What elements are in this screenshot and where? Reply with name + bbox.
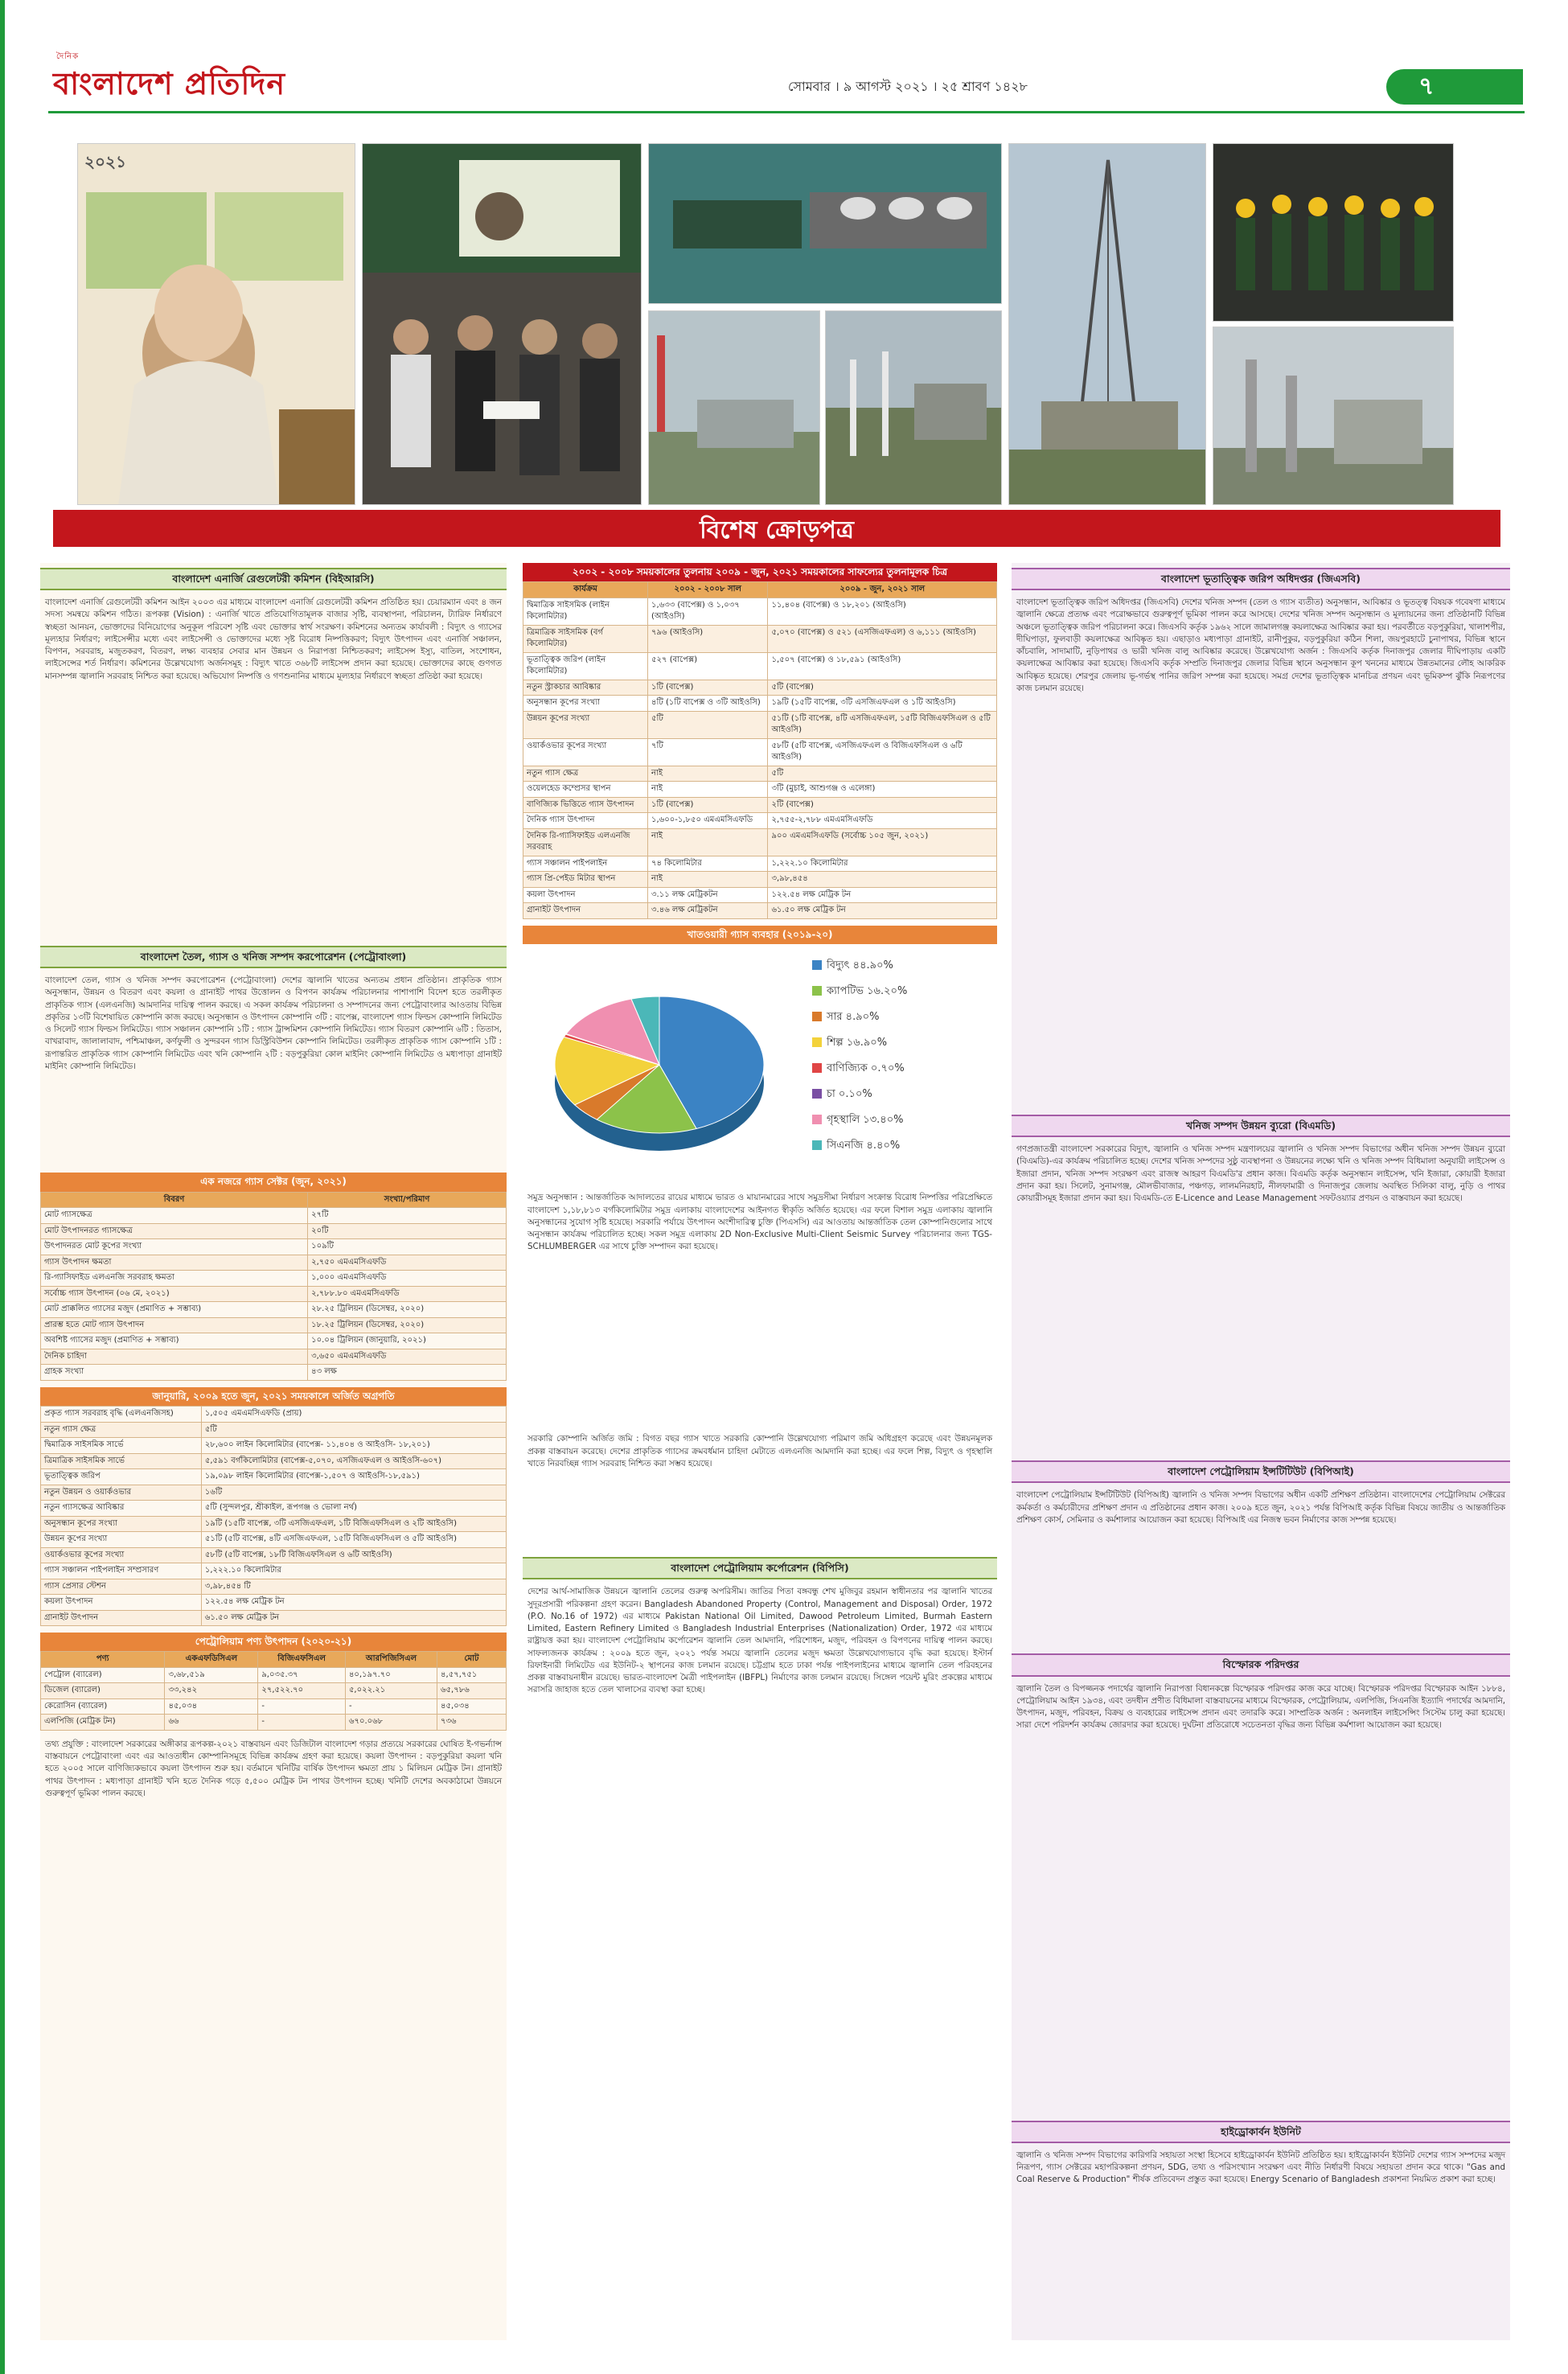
table-cell: ১২২.৫৪ লক্ষ মেট্রিক টন bbox=[201, 1595, 506, 1611]
photo-workers bbox=[1213, 143, 1454, 322]
table-row bbox=[41, 1683, 507, 1699]
table-cell: মোট প্রাক্কলিত গ্যাসের মজুদ (প্রমাণিত + সম্ভাব্য) bbox=[41, 1302, 308, 1318]
table-cell: ৫টি bbox=[201, 1422, 506, 1438]
photo-gas-plant-1 bbox=[648, 310, 820, 505]
data-label: ক্যাপটিভ ১৬.২০% bbox=[827, 985, 908, 998]
table-cell: ১৮.২৫ ট্রিলিয়ন (ডিসেম্বর, ২০২০) bbox=[308, 1317, 507, 1333]
table-cell: ১০.০৪ ট্রিলিয়ন (জানুয়ারি, ২০২১) bbox=[308, 1333, 507, 1349]
photo-lng-ship bbox=[648, 143, 1002, 304]
table-cell: দৈনিক গ্যাস উৎপাদন bbox=[523, 813, 648, 829]
table-cell: ৫টি (বাপেক্স) bbox=[768, 680, 997, 696]
legend-swatch bbox=[812, 1037, 822, 1047]
table-row bbox=[41, 1271, 507, 1287]
table-row bbox=[41, 1302, 507, 1318]
photo-refinery bbox=[1213, 327, 1454, 505]
table-cell: মোট গ্যাসক্ষেত্র bbox=[41, 1208, 308, 1224]
table-row bbox=[41, 1223, 507, 1239]
table-cell: ৬৭০.০৬৮ bbox=[345, 1715, 437, 1731]
table-cell: ৩.৪৬ লক্ষ মেট্রিকটন bbox=[648, 903, 768, 919]
table-row bbox=[41, 1579, 507, 1595]
year-tag: ২০২১ bbox=[84, 152, 126, 171]
table-header-cell: পণ্য bbox=[41, 1652, 165, 1668]
masthead-divider bbox=[48, 111, 1525, 113]
table-row bbox=[523, 598, 997, 625]
legend-swatch bbox=[812, 1115, 822, 1124]
table-cell: ২টি (বাপেক্স) bbox=[768, 797, 997, 813]
table-cell: ৩,৯৮,৪৫৪ bbox=[768, 872, 997, 888]
legend-swatch bbox=[812, 1012, 822, 1021]
table-cell: অনুসন্ধান কূপের সংখ্যা bbox=[523, 696, 648, 712]
table-cell: ২৮.২৫ ট্রিলিয়ন (ডিসেম্বর, ২০২০) bbox=[308, 1302, 507, 1318]
table-cell: ৩টি (মুচাই, আশুগঞ্জ ও এলেঙ্গা) bbox=[768, 782, 997, 798]
table-cell: ১,২২২.১০ কিলোমিটার bbox=[201, 1563, 506, 1579]
table-cell: ৫২৭ (বাপেক্স) bbox=[648, 652, 768, 680]
table-cell: ৩,৯৮,৪৫৪ টি bbox=[201, 1579, 506, 1595]
table-row bbox=[41, 1333, 507, 1349]
table-cell: ১৯,০৯৮ লাইন কিলোমিটার (বাপেক্স-১,৫০৭ ও আইওসি-১৮,৫৯১) bbox=[201, 1469, 506, 1485]
progress-table-title: জানুয়ারি, ২০০৯ হতে জুন, ২০২১ সময়কালে অর্জিত অগ্রগতি bbox=[40, 1387, 507, 1406]
table-cell: ৫৮টি (৫টি বাপেক্স, ১৮টি বিজিএফসিএল ও ৬টি আইওসি) bbox=[201, 1547, 506, 1563]
table-cell: ১২২.৫৪ লক্ষ মেট্রিক টন bbox=[768, 887, 997, 903]
banner-title: বিশেষ ক্রোড়পত্র bbox=[700, 516, 854, 544]
data-label: বিদ্যুৎ ৪৪.৯০% bbox=[827, 959, 893, 972]
table-cell: ৫টি (সুন্দলপুর, শ্রীকাইল, রূপগঞ্জ ও ভোলা নর্থ) bbox=[201, 1501, 506, 1517]
table-row bbox=[523, 903, 997, 919]
data-label: শিল্প ১৬.৯০% bbox=[827, 1037, 888, 1049]
table-row bbox=[41, 1595, 507, 1611]
logo-text: বাংলাদেশ প্রতিদিন bbox=[53, 65, 286, 101]
table-row bbox=[41, 1563, 507, 1579]
table-cell: প্রারম্ভ হতে মোট গ্যাস উৎপাদন bbox=[41, 1317, 308, 1333]
table-row bbox=[41, 1286, 507, 1302]
table-cell: ৪৩ লক্ষ bbox=[308, 1365, 507, 1381]
table-header-cell: কার্যক্রম bbox=[523, 582, 648, 598]
table-cell: ৬১.৫০ লক্ষ মেট্রিক টন bbox=[201, 1610, 506, 1626]
legend-swatch bbox=[812, 1063, 822, 1073]
table-cell: ৫,০৭০ (বাপেক্স) ও ৫২১ (এসজিএফএল) ও ৬,১১১ (আইওসি) bbox=[768, 625, 997, 652]
table-row bbox=[41, 1365, 507, 1381]
petroleum-production-table bbox=[40, 1651, 507, 1731]
table-cell: ৫১টি (৫টি বাপেক্স, ৪টি এসজিএফএল, ১৫টি বিজিএফসিএল ও ৫টি আইওসি) bbox=[201, 1532, 506, 1548]
table-cell: ৬৬ bbox=[165, 1715, 258, 1731]
photo-drilling-rig bbox=[1008, 143, 1206, 505]
data-label: গৃহস্থালি ১৩.৪০% bbox=[827, 1114, 904, 1127]
table-cell: ৪৫,০৩৪ bbox=[165, 1698, 258, 1715]
govt-company-section-body: সরকারি কোম্পানি অর্জিত জমি : বিগত বছর গ্যাস খাতে সরকারি কোম্পানি উল্লেখযোগ্য পরিমাণ জমি অধিগ্রহণ করেছে এবং উন্নয়নমূলক প্রকল্প বাস্তবায়ন করেছে। দেশের প্রাকৃতিক গ্যাসের ক্রমবর্ধমান চাহিদা মেটাতে এলএনজি আমদানি করা হচ্ছে। এর ফলে শিল্প, বিদ্যুৎ ও গৃহস্থালি খাতে নিরবচ্ছিন্ন গ্যাস সরবরাহ নিশ্চিত করা সম্ভব হয়েছে। bbox=[527, 1434, 992, 1468]
table-cell: দ্বিমাত্রিক সাইসমিক (লাইন কিলোমিটার) bbox=[523, 598, 648, 625]
table-cell: - bbox=[258, 1698, 346, 1715]
table-cell: গ্যাস প্রি-পেইড মিটার স্থাপন bbox=[523, 872, 648, 888]
left-edge-bar bbox=[0, 0, 5, 2374]
table-cell: ৫টি bbox=[648, 711, 768, 738]
table-body bbox=[41, 1208, 507, 1381]
column-left bbox=[40, 563, 507, 2340]
table-row bbox=[523, 813, 997, 829]
table-cell: ২,৭৮৮.৮০ এমএমসিএফডি bbox=[308, 1286, 507, 1302]
table-row bbox=[41, 1532, 507, 1548]
table-row bbox=[523, 856, 997, 872]
table-cell: ১,৬০০-১,৮৫০ এমএমসিএফডি bbox=[648, 813, 768, 829]
table-cell: ৭টি bbox=[648, 738, 768, 766]
photo-ceremony bbox=[362, 143, 642, 505]
table-cell: ৯০০ এমএমসিএফডি (সর্বোচ্চ ১০৫ জুন, ২০২১) bbox=[768, 828, 997, 856]
petroleum-table-title: পেট্রোলিয়াম পণ্য উৎপাদন (২০২০-২১) bbox=[40, 1633, 507, 1651]
table-cell: ৪টি (১টি বাপেক্স ও ৩টি আইওসি) bbox=[648, 696, 768, 712]
table-cell: ৭৯৬ (আইওসি) bbox=[648, 625, 768, 652]
table-row bbox=[523, 887, 997, 903]
table-cell: ত্রিমাত্রিক সাইসমিক সার্ভে bbox=[41, 1453, 202, 1469]
table-cell: ৩.১১ লক্ষ মেট্রিকটন bbox=[648, 887, 768, 903]
table-cell: ২৭টি bbox=[308, 1208, 507, 1224]
table-body bbox=[41, 1407, 507, 1626]
table-cell: ৩৩,২৪২ bbox=[165, 1683, 258, 1699]
table-cell: ২,৭৫০ এমএমসিএফডি bbox=[308, 1255, 507, 1271]
table-cell: ১৯টি (১৫টি বাপেক্স, ৩টি এসজিএফএল, ১টি বিজিএফসিএল ও ২টি আইওসি) bbox=[201, 1516, 506, 1532]
legend-swatch bbox=[812, 986, 822, 996]
table-cell: ২৮,৬০০ লাইন কিলোমিটার (বাপেক্স- ১১,৪০৪ ও আইওসি- ১৮,২০১) bbox=[201, 1438, 506, 1454]
supplement-banner bbox=[53, 510, 1500, 547]
table-cell: গ্যাস সঞ্চালন পাইপলাইন bbox=[523, 856, 648, 872]
petrobangla-section-body: বাংলাদেশ তেল, গ্যাস ও খনিজ সম্পদ করপোরেশন (পেট্রোবাংলা) দেশের জ্বালানি খাতের অন্যতম প্রধান প্রতিষ্ঠান। প্রাকৃতিক গ্যাস অনুসন্ধান, উন্নয়ন ও বিতরণ এবং কয়লা ও গ্রানাইট পাথর উত্তোলন ও বিপণন কার্যক্রম পরিচালনার পাশাপাশি বিদেশ হতে তরলীকৃত প্রাকৃতিক গ্যাস (এলএনজি) আমদানির দায়িত্ব পালন করছে। এ সকল কার্যক্রম পরিচালনা ও সম্পাদনের জন্য পেট্রোবাংলার আওতায় বিভিন্ন প্রকৃতির ১৩টি বিশেষায়িত কোম্পানি কাজ করছে। অনুসন্ধান ও উৎপাদন কোম্পানি ৩টি : বাপেক্স, বাংলাদেশ গ্যাস ফিল্ডস কোম্পানি লিমিটেড ও সিলেট গ্যাস ফিল্ডস লিমিটেড। গ্যাস সঞ্চালন কোম্পানি ১টি : গ্যাস ট্রান্সমিশন কোম্পানি লিমিটেড। গ্যাস বিতরণ কোম্পানি ৬টি : তিতাস, বাখরাবাদ, জালালাবাদ, পশ্চিমাঞ্চল, কর্ণফুলী ও সুন্দরবন গ্যাস ডিস্ট্রিবিউশন কোম্পানি লিমিটেড। তরলীকৃত প্রাকৃতিক গ্যাস কোম্পানি ১টি : রূপান্তরিত প্রাকৃতিক গ্যাস কোম্পানি লিমিটেড এবং খনি কোম্পানি ২টি : বড়পুকুরিয়া কোল মাইনিং কোম্পানি লিমিটেড ও মধ্যপাড়া গ্রানাইট মাইনিং কোম্পানি লিমিটেড। bbox=[45, 975, 502, 1071]
table-row bbox=[41, 1667, 507, 1683]
table-cell: গ্যাস প্রেসার স্টেশন bbox=[41, 1579, 202, 1595]
table-header-row bbox=[41, 1652, 507, 1668]
table-cell: উৎপাদনরত মোট কূপের সংখ্যা bbox=[41, 1239, 308, 1255]
table-row bbox=[523, 782, 997, 798]
table-cell: ৫,৫৯১ বর্গকিলোমিটার (বাপেক্স-৫,০৭০, এসজিএফএল ও আইওসি-৬০৭) bbox=[201, 1453, 506, 1469]
table-cell: - bbox=[258, 1715, 346, 1731]
table-cell: ৯,০৩৫.৩৭ bbox=[258, 1667, 346, 1683]
bmd-section-title: খনিজ সম্পদ উন্নয়ন ব্যুরো (বিএমডি) bbox=[1012, 1115, 1510, 1137]
workers-image bbox=[1213, 144, 1454, 322]
table-header-cell: ২০০২ - ২০০৮ সাল bbox=[648, 582, 768, 598]
table-cell: ওয়েলহেড কম্প্রেসর স্থাপন bbox=[523, 782, 648, 798]
table-cell: ১১,৪০৪ (বাপেক্স) ও ১৮,২০১ (আইওসি) bbox=[768, 598, 997, 625]
table-row bbox=[523, 711, 997, 738]
table-cell: নতুন গ্যাস ক্ষেত্র bbox=[41, 1422, 202, 1438]
table-cell: নতুন গ্যাসক্ষেত্র আবিষ্কার bbox=[41, 1501, 202, 1517]
hydrocarbon-section-title: হাইড্রোকার্বন ইউনিট bbox=[1012, 2121, 1510, 2143]
refinery-image bbox=[1213, 327, 1454, 505]
photo-prime-minister bbox=[77, 143, 355, 505]
table-row bbox=[41, 1255, 507, 1271]
table-cell: ১,৫০৭ (বাপেক্স) ও ১৮,৫৯১ (আইওসি) bbox=[768, 652, 997, 680]
table-cell: রি-গ্যাসিফাইড এলএনজি সরবরাহ ক্ষমতা bbox=[41, 1271, 308, 1287]
table-cell: নাই bbox=[648, 828, 768, 856]
hydrocarbon-section-body: জ্বালানি ও খনিজ সম্পদ বিভাগের কারিগরি সহায়তা সংস্থা হিসেবে হাইড্রোকার্বন ইউনিট প্রতিষ্ঠিত হয়। হাইড্রোকার্বন ইউনিট দেশের গ্যাস সম্পদের মজুদ নিরূপণ, গ্যাস সেক্টরের মহাপরিকল্পনা প্রণয়ন, SDG, তথ্য ও পরিসংখ্যান সংরক্ষণ এবং নীতি নির্ধারণী বিষয়ে সহায়তা প্রদান করে থাকে। "Gas and Coal Reserve & Production" শীর্ষক প্রতিবেদন প্রস্তুত করা হয়েছে। Energy Scenario of Bangladesh প্রকাশনা নিয়মিত প্রকাশ করা হচ্ছে। bbox=[1016, 2150, 1505, 2185]
table-cell: কয়লা উৎপাদন bbox=[523, 887, 648, 903]
table-cell: ভূতাত্ত্বিক জরিপ (লাইন কিলোমিটার) bbox=[523, 652, 648, 680]
table-row bbox=[523, 680, 997, 696]
masthead bbox=[0, 0, 1568, 113]
table-cell: ৪০,১৯৭.৭০ bbox=[345, 1667, 437, 1683]
prime-minister-image bbox=[78, 144, 355, 505]
legend-swatch bbox=[812, 960, 822, 970]
table-row bbox=[523, 625, 997, 652]
table-cell: ৫,০২২.২১ bbox=[345, 1683, 437, 1699]
table-cell: নতুন উন্নয়ন ও ওয়ার্কওভার bbox=[41, 1485, 202, 1501]
table-cell: ৩,৬৮,৫১৯ bbox=[165, 1667, 258, 1683]
table-cell: ৩,৬৫০ এমএমসিএফডি bbox=[308, 1349, 507, 1365]
table-cell: ৬৫,৭৮৬ bbox=[437, 1683, 507, 1699]
table-row bbox=[523, 872, 997, 888]
gas-plant-image-2 bbox=[826, 311, 1002, 505]
table-row bbox=[41, 1501, 507, 1517]
data-label: সার ৪.৯০% bbox=[827, 1011, 880, 1024]
bpc-section-body: দেশের আর্থ-সামাজিক উন্নয়নে জ্বালানি তেলের গুরুত্ব অপরিসীম। জাতির পিতা বঙ্গবন্ধু শেখ মুজিবুর রহমান স্বাধীনতার পর জ্বালানি খাতের সুদূরপ্রসারী পরিকল্পনা গ্রহণ করেন। Bangladesh Abandoned Property (Control, Management and Disposal) Order, 1972 (P.O. No.16 of 1972) এর মাধ্যমে Pakistan National Oil Limited, Dawood Petroleum Limited, Burmah Eastern Limited, Eastern Refinery Limited ও Bangladesh Industrial Enterprises (Nationalization) Order, 1972 এর মাধ্যমে রাষ্ট্রায়ত্ত করা হয়। বাংলাদেশ পেট্রোলিয়াম কর্পোরেশন জ্বালানি তেল আমদানি, পরিশোধন, মজুদ, পরিবহন ও বিপণনের দায়িত্ব পালন করছে। সাফল্যজনক কার্যক্রম : ২০০৯ হতে জুন, ২০২১ পর্যন্ত সময়ে জ্বালানি তেলের মজুদ ক্ষমতা উল্লেখযোগ্যভাবে বৃদ্ধি করা হয়েছে। ইস্টার্ন রিফাইনারী লিমিটেড এর ইউনিট-২ স্থাপনের কাজ চলমান রয়েছে। চট্টগ্রাম হতে ঢাকা পর্যন্ত পাইপলাইনের মাধ্যমে জ্বালানি তেল পরিবহনের প্রকল্প বাস্তবায়নাধীন রয়েছে। ভারত-বাংলাদেশ মৈত্রী পাইপলাইন (IBFPL) নির্মাণের কাজ চলমান রয়েছে। সিঙ্গেল পয়েন্ট মুরিং প্রকল্পের মাধ্যমে সরাসরি জাহাজ হতে তেল খালাসের ব্যবস্থা করা হচ্ছে। bbox=[527, 1587, 992, 1695]
table-cell: ভূতাত্ত্বিক জরিপ bbox=[41, 1469, 202, 1485]
table-cell: ৬১.৫০ লক্ষ মেট্রিক টন bbox=[768, 903, 997, 919]
table-row bbox=[41, 1516, 507, 1532]
table-cell: ১,৫০৫ এমএমসিএফডি (প্রায়) bbox=[201, 1407, 506, 1423]
table-cell: ত্রিমাত্রিক সাইসমিক (বর্গ কিলোমিটার) bbox=[523, 625, 648, 652]
table-header-cell: বিজিএফসিএল bbox=[258, 1652, 346, 1668]
table-cell: নাই bbox=[648, 766, 768, 782]
column-right bbox=[1012, 563, 1510, 2340]
bmd-section-body: গণপ্রজাতন্ত্রী বাংলাদেশ সরকারের বিদ্যুৎ, জ্বালানি ও খনিজ সম্পদ মন্ত্রণালয়ের জ্বালানি ও খনিজ সম্পদ বিভাগের অধীন খনিজ সম্পদ উন্নয়ন ব্যুরো (বিএমডি)-এর কার্যক্রম পরিচালিত হচ্ছে। দেশের খনিজ সম্পদের সুষ্ঠু ব্যবস্থাপনা ও উন্নয়নের লক্ষ্যে খনি ও খনিজ সম্পদ বিধিমালা অনুযায়ী লাইসেন্স ও ইজারা প্রদান, খনিজ সম্পদ সংরক্ষণ এবং রাজস্ব আহরণ বিএমডি'র প্রধান কাজ। বিএমডি কর্তৃক অনুসন্ধান লাইসেন্স, খনি ইজারা, কোয়ারী ইজারা প্রদান করা হয়। সিলেট, সুনামগঞ্জ, মৌলভীবাজার, পঞ্চগড়, লালমনিরহাট, নীলফামারী ও দিনাজপুর জেলায় অবস্থিত সিলিকা বালু, নুড়ি ও পাথর কোয়ারীসমূহ ইজারা প্রদান করা হয়। বিএমডি-তে E-Licence and Lease Management সফটওয়্যার প্রণয়ন ও বাস্তবায়ন করা হয়েছে। bbox=[1016, 1144, 1505, 1204]
table-row bbox=[41, 1407, 507, 1423]
table-cell: উন্নয়ন কূপের সংখ্যা bbox=[41, 1532, 202, 1548]
table-cell: ১,০০০ এমএমসিএফডি bbox=[308, 1271, 507, 1287]
table-cell: ১,২২২.১০ কিলোমিটার bbox=[768, 856, 997, 872]
table-cell: ৫১টি (১টি বাপেক্স, ৪টি এসজিএফএল, ১৫টি বিজিএফসিএল ও ৫টি আইওসি) bbox=[768, 711, 997, 738]
table-cell: কয়লা উৎপাদন bbox=[41, 1595, 202, 1611]
table-cell: দ্বিমাত্রিক সাইসমিক সার্ভে bbox=[41, 1438, 202, 1454]
table-header-cell: বিবরণ bbox=[41, 1192, 308, 1208]
table-header-cell: সংখ্যা/পরিমাণ bbox=[308, 1192, 507, 1208]
gas-plant-image-1 bbox=[649, 311, 820, 505]
table-row bbox=[523, 652, 997, 680]
table-cell: ১০৯টি bbox=[308, 1239, 507, 1255]
table-cell: ৫টি bbox=[768, 766, 997, 782]
lng-terminal-image bbox=[649, 144, 1002, 304]
table-header-cell: ২০০৯ - জুন, ২০২১ সাল bbox=[768, 582, 997, 598]
gas-usage-chart-title: খাতওয়ারী গ্যাস ব্যবহার (২০১৯-২০) bbox=[523, 926, 997, 944]
table-cell: ৪৫,০৩৪ bbox=[437, 1698, 507, 1715]
table-cell: গ্রানাইট উৎপাদন bbox=[523, 903, 648, 919]
table-cell: ২০টি bbox=[308, 1223, 507, 1239]
table-cell: মোট উৎপাদনরত গ্যাসক্ষেত্র bbox=[41, 1223, 308, 1239]
legend-swatch bbox=[812, 1140, 822, 1150]
table-cell: ২৭,৫২২.৭০ bbox=[258, 1683, 346, 1699]
table-cell: দৈনিক চাহিদা bbox=[41, 1349, 308, 1365]
ceremony-image bbox=[363, 144, 642, 505]
comparison-table bbox=[523, 581, 997, 919]
table-cell: অবশিষ্ট গ্যাসের মজুদ (প্রমাণিত + সম্ভাব্য) bbox=[41, 1333, 308, 1349]
table-cell: দৈনিক রি-গ্যাসিফাইড এলএনজি সরবরাহ bbox=[523, 828, 648, 856]
table-cell: নাই bbox=[648, 872, 768, 888]
table-row bbox=[523, 696, 997, 712]
table-cell: ডিজেল (ব্যারেল) bbox=[41, 1683, 165, 1699]
table-cell: নতুন স্ট্রাকচার আবিষ্কার bbox=[523, 680, 648, 696]
table-cell: ৭৪ কিলোমিটার bbox=[648, 856, 768, 872]
table-header-row bbox=[41, 1192, 507, 1208]
explosives-section-body: জ্বালানি তৈল ও বিপজ্জনক পদার্থের জ্বালানি নিরাপত্তা বিধানকল্পে বিস্ফোরক পরিদপ্তর কাজ করে যাচ্ছে। বিস্ফোরক পরিদপ্তর বিস্ফোরক আইন ১৮৮৪, পেট্রোলিয়াম আইন ১৯৩৪, এবং তদধীন প্রণীত বিধিমালা বাস্তবায়নের মাধ্যমে বিস্ফোরক, পেট্রোলিয়াম, এলপিজি, সিএনজি ইত্যাদি পদার্থের আমদানি, উৎপাদন, মজুদ, পরিবহন, বিক্রয় ও ব্যবহারের লাইসেন্স প্রদান এবং তদারকি করে। সাম্প্রতিক অর্জন : অনলাইন লাইসেন্সিং সিস্টেম চালু করা হয়েছে। সারা দেশে পরিদর্শন কার্যক্রম জোরদার করা হয়েছে। দুর্ঘটনা প্রতিরোধে সচেতনতা বৃদ্ধির জন্য বিভিন্ন কর্মশালা আয়োজন করা হয়েছে। bbox=[1016, 1683, 1505, 1731]
table-body bbox=[523, 598, 997, 918]
table-cell: ৭৩৬ bbox=[437, 1715, 507, 1731]
table-row bbox=[41, 1438, 507, 1454]
table-cell: অনুসন্ধান কূপের সংখ্যা bbox=[41, 1516, 202, 1532]
table-row bbox=[523, 828, 997, 856]
table-cell: ১,৬৩৩ (বাপেক্স) ও ১,০৩৭ (আইওসি) bbox=[648, 598, 768, 625]
offshore-section-body: সমুদ্র অনুসন্ধান : আন্তর্জাতিক আদালতের রায়ের মাধ্যমে ভারত ও মায়ানমারের সাথে সমুদ্রসীমা নির্ধারণ সংক্রান্ত বিরোধ নিষ্পত্তির পরিপ্রেক্ষিতে বাংলাদেশ ১,১৮,৮১৩ বর্গকিলোমিটার সমুদ্র এলাকায় বাংলাদেশের আইনগত স্বীকৃতি অর্জিত হয়েছে। এর ফলে বিশাল সমুদ্র এলাকায় জ্বালানি অনুসন্ধানের সুযোগ সৃষ্টি হয়েছে। সরকারি পর্যায়ে উৎপাদন অংশীদারিত্ব চুক্তি (পিএসসি) এর আওতায় আন্তর্জাতিক তেল কোম্পানিগুলোর সাথে অনুসন্ধান কার্যক্রম পরিচালিত হচ্ছে। সকল সমুদ্র এলাকায় 2D Non-Exclusive Multi-Client Seismic Survey পরিচালনার জন্য TGS-SCHLUMBERGER এর সাথে চুক্তি সম্পাদন করা হয়েছে। bbox=[527, 1193, 992, 1252]
comparison-table-title: ২০০২ - ২০০৮ সময়কালের তুলনায় ২০০৯ - জুন, ২০২১ সময়কালের সাফল্যের তুলনামূলক চিত্র bbox=[523, 563, 997, 581]
photo-gas-plant-2 bbox=[825, 310, 1002, 505]
progress-table bbox=[40, 1406, 507, 1626]
table-row bbox=[523, 766, 997, 782]
bpi-section-body: বাংলাদেশ পেট্রোলিয়াম ইন্সটিটিউট (বিপিআই) জ্বালানি ও খনিজ সম্পদ বিভাগের অধীন একটি প্রশিক্ষণ প্রতিষ্ঠান। বাংলাদেশের পেট্রোলিয়াম সেক্টরের কর্মকর্তা ও কর্মচারীদের প্রশিক্ষণ প্রদান এ প্রতিষ্ঠানের প্রধান কাজ। ২০০৯ হতে জুন, ২০২১ পর্যন্ত বিপিআই কর্তৃক বিভিন্ন বিষয়ে জাতীয় ও আন্তর্জাতিক প্রশিক্ষণ কোর্স, সেমিনার ও কর্মশালার আয়োজন করা হয়েছে। বিপিআই এর নিজস্ব ভবন নির্মাণের কাজ সম্পন্ন হয়েছে। bbox=[1016, 1490, 1505, 1525]
table-header-cell: মোট bbox=[437, 1652, 507, 1668]
petrobangla-section-title: বাংলাদেশ তৈল, গ্যাস ও খনিজ সম্পদ করপোরেশন (পেট্রোবাংলা) bbox=[40, 946, 507, 968]
gas-usage-pie-chart bbox=[523, 944, 997, 1185]
table-cell: - bbox=[345, 1698, 437, 1715]
table-cell: নাই bbox=[648, 782, 768, 798]
table-row bbox=[41, 1208, 507, 1224]
berc-section-body: বাংলাদেশ এনার্জি রেগুলেটরী কমিশন আইন ২০০৩ এর মাধ্যমে বাংলাদেশ এনার্জি রেগুলেটরী কমিশন প্রতিষ্ঠিত হয়। চেয়ারম্যান এবং ৪ জন সদস্য সমন্বয়ে কমিশন গঠিত। রূপকল্প (Vision) : এনার্জি খাতে প্রতিযোগিতামূলক বাজার সৃষ্টি, ব্যবস্থাপনা, পরিচালন, ট্যারিফ নির্ধারণে স্বচ্ছতা আনয়ন, ভোক্তাদের বিনিয়োগের অনুকূল পরিবেশ সৃষ্টি এবং ভোক্তার স্বার্থ সংরক্ষণ। কমিশনের অন্যতম কার্যাবলী : বিদ্যুৎ ও গ্যাসের মূল্যহার নির্ধারণ; লাইসেন্সীর মধ্যে এবং লাইসেন্সী ও ভোক্তাদের মধ্যে সৃষ্ট বিরোধ নিষ্পত্তিকরণ; বিদ্যুৎ উৎপাদন এবং এনার্জি সঞ্চালন, বিপণন, সরবরাহ, মজুতকরণ, বিতরণ, লক্ষ্য ব্যবহার সেবার মান উন্নয়ন ও নিরাপত্তা নিশ্চিতকরণ; লাইসেন্স ইস্যু, বাতিল, সংশোধন, লাইসেন্সের শর্ত নির্ধারণ। কমিশনের উল্লেখযোগ্য অর্জনসমূহ : বিদ্যুৎ খাতে ৩৬৮টি লাইসেন্স প্রদান করা হয়েছে। ভোক্তাদের কাছে গুণগত মানসম্পন্ন জ্বালানি সরবরাহ নিশ্চিত করা হয়েছে। অভিযোগ নিষ্পত্তি ও গণশুনানির মাধ্যমে মূল্যহার নির্ধারণে স্বচ্ছতা প্রতিষ্ঠা করা হয়েছে। bbox=[45, 598, 502, 681]
logo-tagline: দৈনিক bbox=[56, 52, 80, 61]
table-header-cell: একএফডিসিএল bbox=[165, 1652, 258, 1668]
data-label: সিএনজি ৪.৪০% bbox=[827, 1140, 901, 1152]
drilling-rig-image bbox=[1009, 144, 1206, 505]
table-cell: কেরোসিন (ব্যারেল) bbox=[41, 1698, 165, 1715]
pie-chart-svg bbox=[523, 944, 997, 1185]
table-cell: ওয়ার্কওভার কূপের সংখ্যা bbox=[523, 738, 648, 766]
table-cell: গ্যাস সঞ্চালন পাইপলাইন সম্প্রসারণ bbox=[41, 1563, 202, 1579]
table-row bbox=[41, 1422, 507, 1438]
table-cell: নতুন গ্যাস ক্ষেত্র bbox=[523, 766, 648, 782]
legend-swatch bbox=[812, 1089, 822, 1099]
table-row bbox=[41, 1317, 507, 1333]
explosives-section-title: বিস্ফোরক পরিদপ্তর bbox=[1012, 1653, 1510, 1676]
table-row bbox=[41, 1698, 507, 1715]
table-cell: গ্যাস উৎপাদন ক্ষমতা bbox=[41, 1255, 308, 1271]
table-row bbox=[41, 1547, 507, 1563]
table-row bbox=[41, 1349, 507, 1365]
table-header-row bbox=[523, 582, 997, 598]
table-cell: গ্রাহক সংখ্যা bbox=[41, 1365, 308, 1381]
table-cell: বাণিজ্যিক ভিত্তিতে গ্যাস উৎপাদন bbox=[523, 797, 648, 813]
table-header-cell: আরপিজিসিএল bbox=[345, 1652, 437, 1668]
table-cell: ১টি (বাপেক্স) bbox=[648, 680, 768, 696]
table-cell: ৫৮টি (৫টি বাপেক্স, এসজিএফএল ও বিজিএফসিএল ও ৬টি আইওসি) bbox=[768, 738, 997, 766]
table-cell: সর্বোচ্চ গ্যাস উৎপাদন (০৬ মে, ২০২১) bbox=[41, 1286, 308, 1302]
gsb-section-title: বাংলাদেশ ভূতাত্ত্বিক জরিপ অধিদপ্তর (জিএসবি) bbox=[1012, 568, 1510, 590]
table-body bbox=[41, 1667, 507, 1730]
table-cell: ওয়ার্কওভার কূপের সংখ্যা bbox=[41, 1547, 202, 1563]
table-cell: প্রকৃত গ্যাস সরবরাহ বৃদ্ধি (এলএনজিসহ) bbox=[41, 1407, 202, 1423]
table-cell: উন্নয়ন কূপের সংখ্যা bbox=[523, 711, 648, 738]
table-cell: গ্রানাইট উৎপাদন bbox=[41, 1610, 202, 1626]
gas-sector-table-title: এক নজরে গ্যাস সেক্টর (জুন, ২০২১) bbox=[40, 1173, 507, 1191]
table-row bbox=[523, 738, 997, 766]
table-row bbox=[41, 1485, 507, 1501]
berc-section-title: বাংলাদেশ এনার্জি রেগুলেটরী কমিশন (বিইআরসি) bbox=[40, 568, 507, 590]
table-cell: ৪,৫৭,৭৫১ bbox=[437, 1667, 507, 1683]
table-cell: ১টি (বাপেক্স) bbox=[648, 797, 768, 813]
table-row bbox=[41, 1469, 507, 1485]
petrobangla-extra-body: তথ্য প্রযুক্তি : বাংলাদেশ সরকারের অঙ্গীকার রূপকল্প-২০২১ বাস্তবায়ন এবং ডিজিটাল বাংলাদেশ গড়ার প্রত্যয়ে সরকারের ঘোষিত ই-গভর্ন্যান্স বাস্তবায়নে পেট্রোবাংলা এবং এর আওতাধীন কোম্পানিসমূহে বিভিন্ন কার্যক্রম গ্রহণ করা হয়েছে। কয়লা উৎপাদন : বড়পুকুরিয়া কয়লা খনি হতে ২০০৫ সালে বাণিজ্যিকভাবে কয়লা উৎপাদন শুরু হয়। বর্তমানে খনিটির বার্ষিক উৎপাদন ক্ষমতা প্রায় ১ মিলিয়ন মেট্রিক টন। গ্রানাইট পাথর উৎপাদন : মধ্যপাড়া গ্রানাইট খনি হতে দৈনিক গড়ে ৫,৫০০ মেট্রিক টন পাথর উৎপাদন হচ্ছে। খনিটি দেশের অবকাঠামো উন্নয়নে গুরুত্বপূর্ণ ভূমিকা পালন করছে। bbox=[45, 1739, 502, 1798]
table-row bbox=[41, 1239, 507, 1255]
table-row bbox=[41, 1453, 507, 1469]
gas-sector-table bbox=[40, 1192, 507, 1381]
data-label: বাণিজ্যিক ০.৭০% bbox=[827, 1062, 905, 1075]
data-label: চা ০.১০% bbox=[827, 1088, 872, 1101]
table-cell: ১৬টি bbox=[201, 1485, 506, 1501]
table-row bbox=[41, 1610, 507, 1626]
column-middle bbox=[523, 563, 997, 2340]
dateline: সোমবার । ৯ আগস্ট ২০২১ । ২৫ শ্রাবণ ১৪২৮ bbox=[788, 79, 1028, 94]
bpc-section-title: বাংলাদেশ পেট্রোলিয়াম কর্পোরেশন (বিপিসি) bbox=[523, 1557, 997, 1579]
bpi-section-title: বাংলাদেশ পেট্রোলিয়াম ইন্সটিটিউট (বিপিআই) bbox=[1012, 1460, 1510, 1483]
table-cell: ২,৭৫৫-২,৭৮৮ এমএমসিএফডি bbox=[768, 813, 997, 829]
table-row bbox=[523, 797, 997, 813]
table-cell: পেট্রোল (ব্যারেল) bbox=[41, 1667, 165, 1683]
table-row bbox=[41, 1715, 507, 1731]
table-cell: এলপিজি (মেট্রিক টন) bbox=[41, 1715, 165, 1731]
newspaper-logo[interactable] bbox=[53, 52, 286, 105]
table-cell: ১৯টি (১৫টি বাপেক্স, ৩টি এসজিএফএল ও ১টি আইওসি) bbox=[768, 696, 997, 712]
page-number-badge: ৭ bbox=[1386, 69, 1523, 105]
gsb-section-body: বাংলাদেশ ভূতাত্ত্বিক জরিপ অধিদপ্তর (জিএসবি) দেশের খনিজ সম্পদ (তেল ও গ্যাস ব্যতীত) অনুসন্ধান, আবিষ্কার ও ভূতত্ত্ব বিষয়ক গবেষণা মাধ্যমে জ্বালানি ক্ষেত্রে প্রত্যক্ষ এবং পরোক্ষভাবে গুরুত্বপূর্ণ ভূমিকা পালন করে আসছে। দেশের খনিজ সম্পদ অনুসন্ধান ও মূল্যায়নের জন্য প্রতিষ্ঠানটি বিভিন্ন অঞ্চলে ভূতাত্ত্বিক জরিপ পরিচালনা করে। জিএসবি কর্তৃক ১৯৬২ সালে জামালগঞ্জ কয়লাক্ষেত্র আবিষ্কার করা হয়। পরবর্তীতে বড়পুকুরিয়া, খালাশপীর, দীঘিপাড়া, ফুলবাড়ী কয়লাক্ষেত্র আবিষ্কৃত হয়। এছাড়াও মধ্যপাড়া গ্রানাইট, রানীপুকুর, বড়পুকুরিয়া কঠিন শিলা, জয়পুরহাটে চুনাপাথর, বিভিন্ন স্থানে কাঁচবালি, সাদামাটি, নুড়িপাথর ও ভারী খনিজ বালু আবিষ্কার করেছে। উল্লেখযোগ্য অর্জন : জিএসবি কর্তৃক দিনাজপুর জেলার দীঘিপাড়ায় একটি কয়লাক্ষেত্র আবিষ্কার করা হয়েছে। জিএসবি কর্তৃক সম্প্রতি দিনাজপুর জেলার বিভিন্ন স্থানে অনুসন্ধান কূপ খননের মাধ্যমে উন্নতমানের লৌহ আকরিক আবিষ্কৃত হয়েছে। শেরপুর জেলায় ভূ-গর্ভস্থ পানির জরিপ সম্পন্ন করা হয়েছে। সমগ্র দেশের ভূতাত্ত্বিক মানচিত্র প্রণয়ন এবং ভূমিকম্প ঝুঁকি নিরূপণের কাজ চলমান রয়েছে। bbox=[1016, 598, 1505, 693]
